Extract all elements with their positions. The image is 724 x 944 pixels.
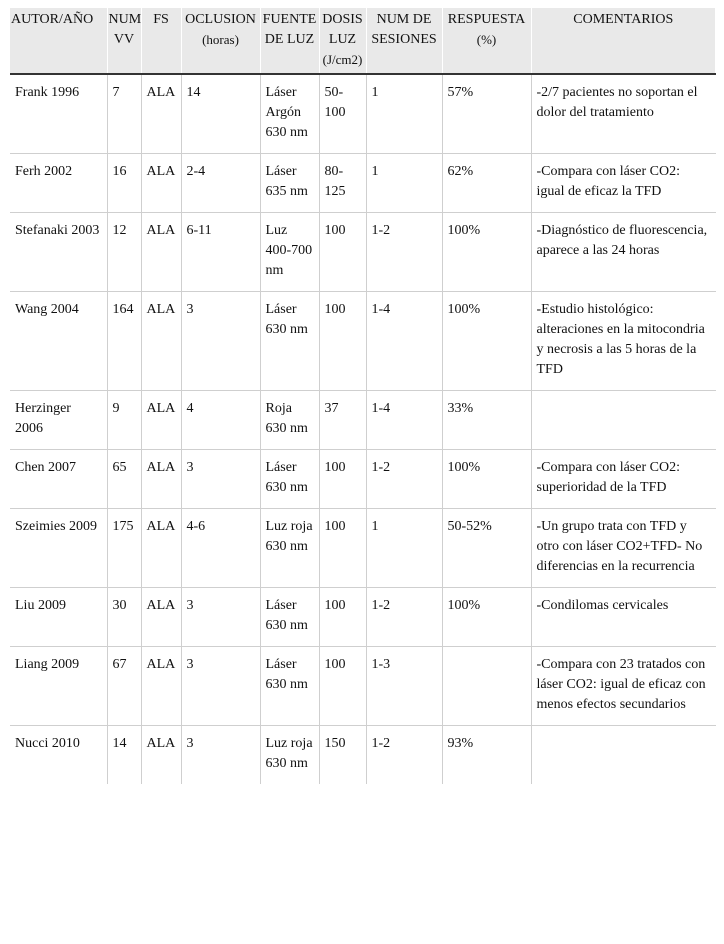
- cell-sesiones: 1-3: [366, 647, 442, 726]
- cell-comentarios: -Condilomas cervicales: [531, 588, 716, 647]
- cell-fuente: Luz roja 630 nm: [260, 726, 319, 785]
- table-row: [10, 450, 716, 509]
- cell-respuesta: 93%: [442, 726, 531, 785]
- cell-oclusion: 14: [181, 74, 260, 154]
- cell-sesiones: 1-2: [366, 588, 442, 647]
- study-table: [10, 8, 716, 784]
- header-comentarios: COMENTARIOS: [531, 8, 716, 74]
- cell-comentarios: -Un grupo trata con TFD y otro con láser CO2+TFD- No diferencias en la recurrencia: [531, 509, 716, 588]
- cell-oclusion: 3: [181, 292, 260, 391]
- table-body: [10, 74, 716, 784]
- cell-dosis: 150: [319, 726, 366, 785]
- cell-sesiones: 1: [366, 154, 442, 213]
- header-fuente-line2: DE LUZ: [264, 32, 315, 47]
- cell-fs: ALA: [141, 588, 181, 647]
- cell-sesiones: 1: [366, 509, 442, 588]
- cell-comentarios: -Estudio histológico: alteraciones en la mitocondria y necrosis a las 5 horas de la TFD: [531, 292, 716, 391]
- cell-comentarios: [531, 391, 716, 450]
- cell-fuente: Luz roja 630 nm: [260, 509, 319, 588]
- cell-num: 164: [107, 292, 141, 391]
- cell-comentarios: [531, 726, 716, 785]
- cell-autor: Liu 2009: [10, 588, 107, 647]
- cell-respuesta: 50-52%: [442, 509, 531, 588]
- cell-dosis: 100: [319, 450, 366, 509]
- header-row: [10, 8, 716, 74]
- cell-fuente: Láser 630 nm: [260, 450, 319, 509]
- cell-autor: Wang 2004: [10, 292, 107, 391]
- cell-dosis: 100: [319, 647, 366, 726]
- cell-sesiones: 1-2: [366, 213, 442, 292]
- cell-num: 14: [107, 726, 141, 785]
- cell-fuente: Láser 630 nm: [260, 292, 319, 391]
- header-fuente-line1: FUENTE: [262, 12, 317, 27]
- cell-fuente: Láser Argón 630 nm: [260, 74, 319, 154]
- cell-num: 175: [107, 509, 141, 588]
- table-row: [10, 588, 716, 647]
- cell-respuesta: 62%: [442, 154, 531, 213]
- cell-oclusion: 3: [181, 647, 260, 726]
- table-row: [10, 292, 716, 391]
- header-num-line1: NUM: [108, 12, 142, 27]
- header-dosis-line3: (J/cm2): [322, 52, 363, 67]
- header-fuente: [260, 8, 319, 74]
- cell-autor: Szeimies 2009: [10, 509, 107, 588]
- cell-autor: Ferh 2002: [10, 154, 107, 213]
- header-oclusion-line1: OCLUSION: [185, 12, 256, 27]
- cell-comentarios: -Compara con láser CO2: igual de eficaz la TFD: [531, 154, 716, 213]
- cell-comentarios: -Compara con láser CO2: superioridad de la TFD: [531, 450, 716, 509]
- cell-oclusion: 4-6: [181, 509, 260, 588]
- header-oclusion-line2: (horas): [202, 32, 239, 47]
- cell-oclusion: 3: [181, 588, 260, 647]
- cell-fs: ALA: [141, 213, 181, 292]
- table-header: [10, 8, 716, 74]
- header-sesiones-line2: SESIONES: [371, 32, 437, 47]
- cell-autor: Frank 1996: [10, 74, 107, 154]
- header-respuesta-line1: RESPUESTA: [447, 12, 526, 27]
- cell-respuesta: 100%: [442, 450, 531, 509]
- cell-fuente: Luz 400-700 nm: [260, 213, 319, 292]
- cell-respuesta: 100%: [442, 292, 531, 391]
- table-row: [10, 154, 716, 213]
- cell-dosis: 50-100: [319, 74, 366, 154]
- header-autor: AUTOR/AÑO: [10, 8, 107, 74]
- cell-oclusion: 6-11: [181, 213, 260, 292]
- cell-autor: Chen 2007: [10, 450, 107, 509]
- cell-num: 65: [107, 450, 141, 509]
- cell-respuesta: 100%: [442, 588, 531, 647]
- cell-sesiones: 1-2: [366, 450, 442, 509]
- cell-num: 9: [107, 391, 141, 450]
- cell-sesiones: 1-2: [366, 726, 442, 785]
- cell-autor: Liang 2009: [10, 647, 107, 726]
- cell-oclusion: 3: [181, 450, 260, 509]
- cell-num: 12: [107, 213, 141, 292]
- header-num-line2: VV: [113, 32, 135, 47]
- header-fs: FS: [141, 8, 181, 74]
- table-row: [10, 726, 716, 785]
- header-sesiones: [366, 8, 442, 74]
- header-respuesta: [442, 8, 531, 74]
- cell-fs: ALA: [141, 391, 181, 450]
- cell-respuesta: [442, 647, 531, 726]
- cell-sesiones: 1-4: [366, 292, 442, 391]
- cell-oclusion: 2-4: [181, 154, 260, 213]
- cell-comentarios: -Compara con 23 tratados con láser CO2: igual de eficaz con menos efectos secundarios: [531, 647, 716, 726]
- cell-fs: ALA: [141, 509, 181, 588]
- cell-dosis: 80-125: [319, 154, 366, 213]
- cell-comentarios: -2/7 pacientes no soportan el dolor del tratamiento: [531, 74, 716, 154]
- cell-autor: Stefanaki 2003: [10, 213, 107, 292]
- cell-num: 30: [107, 588, 141, 647]
- table-row: [10, 391, 716, 450]
- cell-fuente: Láser 635 nm: [260, 154, 319, 213]
- header-sesiones-line1: NUM DE: [376, 12, 432, 27]
- cell-autor: Nucci 2010: [10, 726, 107, 785]
- cell-num: 7: [107, 74, 141, 154]
- cell-dosis: 37: [319, 391, 366, 450]
- header-respuesta-line2: (%): [476, 32, 497, 47]
- cell-oclusion: 4: [181, 391, 260, 450]
- cell-respuesta: 57%: [442, 74, 531, 154]
- header-dosis-line1: DOSIS: [322, 12, 363, 27]
- cell-num: 16: [107, 154, 141, 213]
- cell-dosis: 100: [319, 509, 366, 588]
- cell-sesiones: 1: [366, 74, 442, 154]
- cell-comentarios: -Diagnóstico de fluorescencia, aparece a las 24 horas: [531, 213, 716, 292]
- cell-fuente: Láser 630 nm: [260, 588, 319, 647]
- cell-fs: ALA: [141, 647, 181, 726]
- header-dosis: [319, 8, 366, 74]
- table-row: [10, 213, 716, 292]
- cell-fuente: Láser 630 nm: [260, 647, 319, 726]
- cell-dosis: 100: [319, 213, 366, 292]
- cell-fs: ALA: [141, 292, 181, 391]
- table-row: [10, 74, 716, 154]
- cell-respuesta: 100%: [442, 213, 531, 292]
- cell-autor: Herzinger 2006: [10, 391, 107, 450]
- table-row: [10, 647, 716, 726]
- cell-num: 67: [107, 647, 141, 726]
- cell-fs: ALA: [141, 154, 181, 213]
- cell-fs: ALA: [141, 726, 181, 785]
- cell-dosis: 100: [319, 588, 366, 647]
- cell-sesiones: 1-4: [366, 391, 442, 450]
- header-oclusion: [181, 8, 260, 74]
- cell-respuesta: 33%: [442, 391, 531, 450]
- cell-fuente: Roja 630 nm: [260, 391, 319, 450]
- cell-oclusion: 3: [181, 726, 260, 785]
- header-num-vv: [107, 8, 141, 74]
- cell-fs: ALA: [141, 450, 181, 509]
- cell-fs: ALA: [141, 74, 181, 154]
- table-row: [10, 509, 716, 588]
- header-dosis-line2: LUZ: [328, 32, 357, 47]
- table-container: [10, 8, 716, 784]
- cell-dosis: 100: [319, 292, 366, 391]
